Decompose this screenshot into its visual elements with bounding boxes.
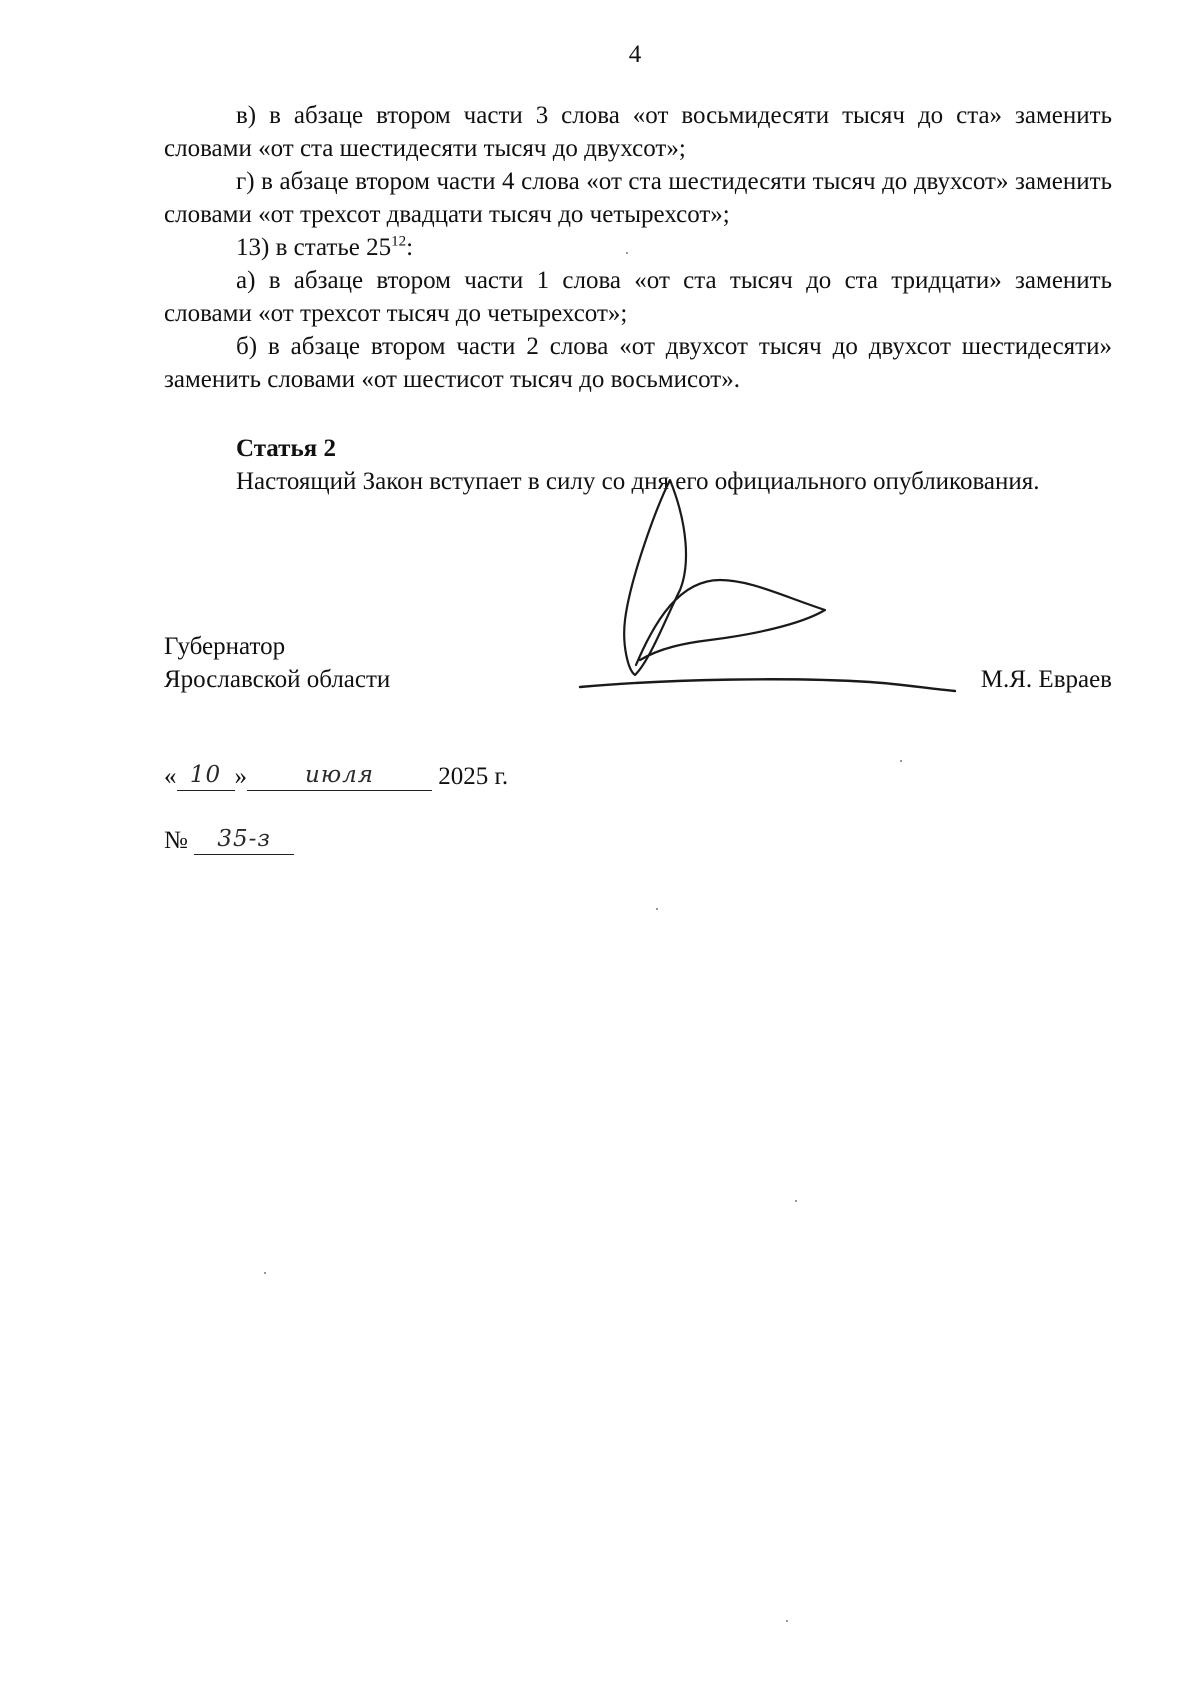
paragraph-item-13 [164,231,1112,264]
paragraph-g: г) в абзаце втором части 4 слова «от ста шестидесяти тысяч до двухсот» заменить словами «от трехсот двадцати тысяч до четырехсот»; [164,168,1112,228]
date-month-field [247,760,432,791]
paragraph-b: б) в абзаце втором части 2 слова «от двухсот тысяч до двухсот шестидесяти» заменить словами «от шестисот тысяч до восьмисот». [164,333,1112,393]
position-line-1: Губернатор [164,633,286,660]
handwritten-signature [570,470,970,710]
item-13-prefix: 13) в статье 25 [236,234,392,261]
page-number: 4 [628,41,642,68]
date-day-field [177,760,235,791]
date-year: 2025 г. [438,763,509,790]
scan-speck [795,1200,797,1202]
scan-speck [264,1272,266,1274]
item-13-superscript: 12 [391,233,407,250]
number-value: 35-з [217,826,271,852]
scan-speck [786,1620,788,1622]
signatory-position [164,630,390,696]
scan-speck [626,252,628,254]
number-label: № [164,827,188,854]
date-month: июля [305,762,374,788]
scan-speck [900,760,902,762]
date-day: 10 [189,762,222,788]
number-field [194,824,294,855]
amendments-text [164,99,1112,396]
paragraph-a: а) в абзаце втором части 1 слова «от ста тысяч до ста тридцати» заменить словами «от трехсот тысяч до четырехсот»; [164,267,1112,327]
position-line-2: Ярославской области [164,666,391,693]
signing-date [164,760,508,793]
law-number [164,824,294,857]
date-close-quote: » [234,763,247,790]
scan-speck [656,908,658,910]
date-open-quote: « [164,763,177,790]
signatory-name: М.Я. Евраев [980,666,1112,693]
paragraph-v: в) в абзаце втором части 3 слова «от восьмидесяти тысяч до ста» заменить словами «от ста шестидесяти тысяч до двухсот»; [164,102,1112,162]
item-13-suffix: : [406,234,414,261]
article-heading: Статья 2 [236,435,336,462]
article-text: Настоящий Закон вступает в силу со дня его официального опубликования. [236,468,1040,495]
